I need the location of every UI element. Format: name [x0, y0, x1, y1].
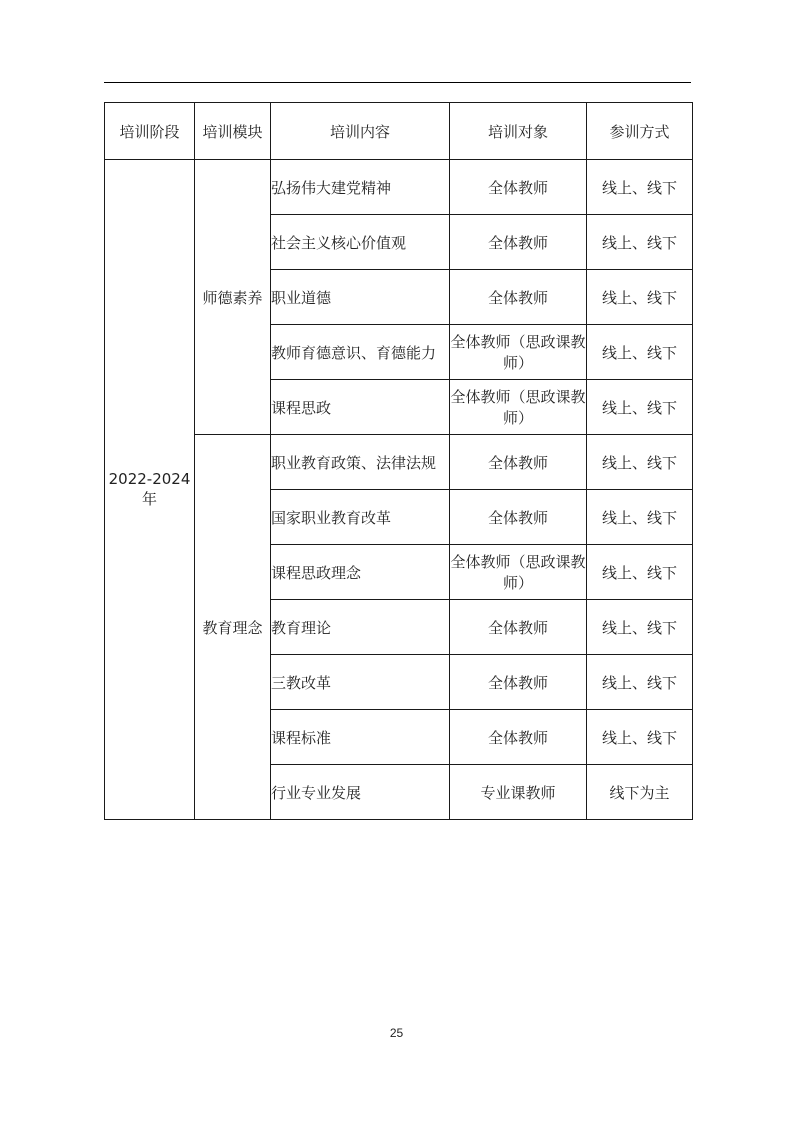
target-cell: 全体教师 [450, 600, 587, 655]
target-cell: 全体教师 [450, 655, 587, 710]
mode-cell: 线上、线下 [587, 270, 693, 325]
mode-cell: 线上、线下 [587, 710, 693, 765]
mode-cell: 线上、线下 [587, 160, 693, 215]
table-header-row [105, 103, 693, 160]
content-cell: 社会主义核心价值观 [271, 215, 450, 270]
header-mode: 参训方式 [587, 103, 693, 160]
mode-cell: 线上、线下 [587, 325, 693, 380]
mode-cell: 线上、线下 [587, 545, 693, 600]
target-cell: 全体教师 [450, 710, 587, 765]
mode-cell: 线上、线下 [587, 655, 693, 710]
target-cell: 全体教师 [450, 270, 587, 325]
mode-cell: 线上、线下 [587, 600, 693, 655]
header-stage: 培训阶段 [105, 103, 195, 160]
target-cell: 全体教师（思政课教师） [450, 325, 587, 380]
content-cell: 弘扬伟大建党精神 [271, 160, 450, 215]
header-module: 培训模块 [195, 103, 271, 160]
stage-cell: 2022-2024年 [105, 160, 195, 820]
content-cell: 课程思政 [271, 380, 450, 435]
content-cell: 国家职业教育改革 [271, 490, 450, 545]
mode-cell: 线上、线下 [587, 435, 693, 490]
mode-cell: 线上、线下 [587, 215, 693, 270]
target-cell: 专业课教师 [450, 765, 587, 820]
content-cell: 课程思政理念 [271, 545, 450, 600]
target-cell: 全体教师 [450, 435, 587, 490]
mode-cell: 线下为主 [587, 765, 693, 820]
target-cell: 全体教师 [450, 215, 587, 270]
content-cell: 行业专业发展 [271, 765, 450, 820]
table-row [105, 160, 693, 215]
target-cell: 全体教师 [450, 490, 587, 545]
module-cell: 师德素养 [195, 160, 271, 435]
content-cell: 职业教育政策、法律法规 [271, 435, 450, 490]
content-cell: 课程标准 [271, 710, 450, 765]
module-cell: 教育理念 [195, 435, 271, 820]
header-target: 培训对象 [450, 103, 587, 160]
target-cell: 全体教师（思政课教师） [450, 380, 587, 435]
mode-cell: 线上、线下 [587, 490, 693, 545]
content-cell: 三教改革 [271, 655, 450, 710]
training-table [104, 102, 693, 820]
content-cell: 教育理论 [271, 600, 450, 655]
content-cell: 职业道德 [271, 270, 450, 325]
target-cell: 全体教师（思政课教师） [450, 545, 587, 600]
header-content: 培训内容 [271, 103, 450, 160]
mode-cell: 线上、线下 [587, 380, 693, 435]
page-number: 25 [389, 1026, 404, 1040]
target-cell: 全体教师 [450, 160, 587, 215]
content-cell: 教师育德意识、育德能力 [271, 325, 450, 380]
header-rule [104, 82, 691, 83]
